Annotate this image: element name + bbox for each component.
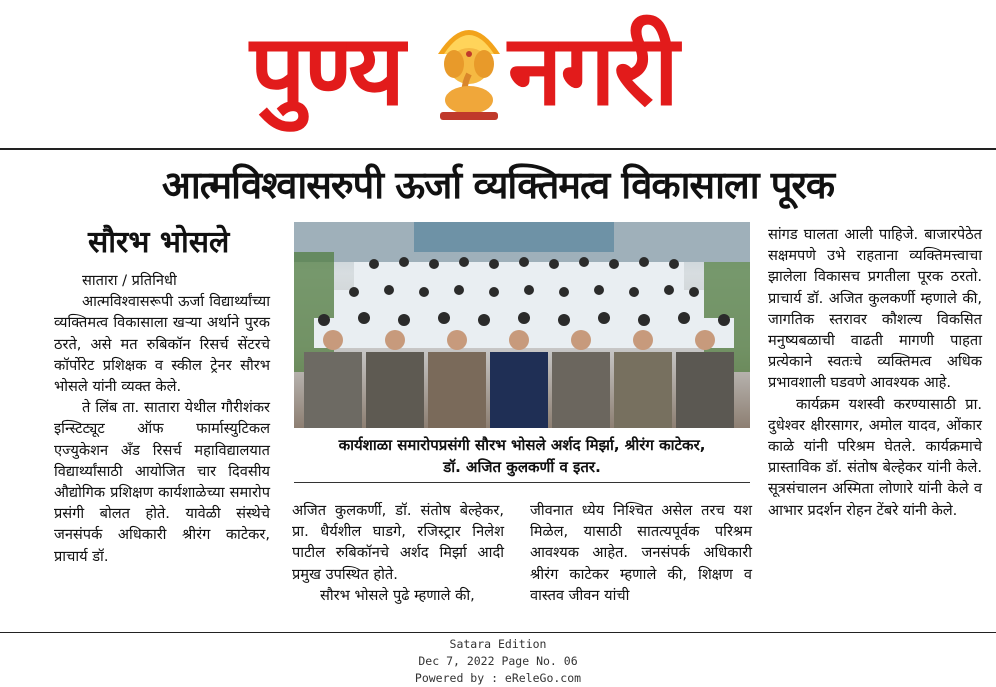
dateline: सातारा / प्रतिनिधी (82, 272, 177, 289)
ganesha-logo-icon (430, 14, 508, 124)
paragraph: ते लिंब ता. सातारा येथील गौरीशंकर इन्स्टिट्यूट ऑफ फार्मास्युटिकल एज्युकेशन अँड रिसर्च महाविद्यालयात विद्यार्थ्यांसाठी आयोजित चार दिवसीय औद्योगिक प्रशिक्षण कार्यशाळेच्या समारोप प्रसंगी बोलत होते. यावेळी संस्थेचे जनसंपर्क अधिकारी श्रीरंग काटेकर, प्राचार्य डॉ. (54, 399, 270, 565)
caption-divider (294, 482, 750, 483)
footer-powered-by: Powered by : eReleGo.com (414, 671, 582, 685)
paragraph: कार्यक्रम यशस्वी करण्यासाठी प्रा. दुधेश्वर क्षीरसागर, अमोल यादव, ओंकार काळे यांनी परिश्रम घेतले. कार्यक्रमाचे प्रास्ताविक डॉ. संतोष बेल्हेकर यांनी केले. सूत्रसंचालन अस्मिता लोणारे यांनी केले व आभार प्रदर्शन रोहन टेंबरे यांनी केले. (768, 395, 982, 519)
footer (0, 636, 996, 687)
column-2 (292, 500, 504, 606)
column-1 (54, 270, 270, 567)
footer-rule (0, 632, 996, 633)
paragraph: जीवनात ध्येय निश्चित असेल तरच यश मिळेल, यासाठी सातत्यपूर्वक परिश्रम आवश्यक आहेत. जनसंपर्क अधिकारी श्रीरंग काटेकर म्हणाले की, शिक्षण व वास्तव जीवन यांची (530, 502, 752, 604)
masthead (0, 0, 996, 148)
masthead-name-right: नगरी (508, 14, 678, 128)
group-photo (294, 222, 750, 428)
byline: सौरभ भोसले (88, 225, 230, 260)
paragraph: आत्मविश्वासरूपी ऊर्जा विद्यार्थ्यांच्या व्यक्तिमत्व विकासाला खऱ्या अर्थाने पुरक ठरते, असे मत रुबिकॉन रिसर्च सेंटरचे कॉर्पोरेट प्रशिक्षक व स्कील ट्रेनर सौरभ भोसले यांनी व्यक्त केले. (54, 293, 270, 396)
column-3 (530, 500, 752, 606)
group-photo-image (294, 222, 750, 428)
footer-date-page: Dec 7, 2022 Page No. 06 (418, 654, 578, 668)
caption-line-1: कार्यशाळा समारोपप्रसंगी सौरभ भोसले अर्शद मिर्झा, श्रीरंग काटेकर, (338, 436, 706, 454)
paragraph: सांगड घालता आली पाहिजे. बाजारपेठेत सक्षमपणे उभे राहताना व्यक्तिमत्त्वाचा झालेला विकासच प्रगतीला पूरक ठरतो. प्राचार्य डॉ. अजित कुलकर्णी म्हणाले की, जागतिक स्तरावर कौशल्य विकसित मनुष्यबळाची वाढती मागणी पाहता प्रत्येकाने स्वतःचे व्यक्तिमत्व अधिक प्रभावशाली घडवणे आवश्यक आहे. (768, 226, 982, 392)
column-4 (768, 224, 982, 521)
caption-line-2: डॉ. अजित कुलकर्णी व इतर. (443, 458, 601, 476)
photo-caption (294, 434, 750, 478)
paragraph: सौरभ भोसले पुढे म्हणाले की, (320, 586, 475, 604)
headline: आत्मविश्वासरुपी ऊर्जा व्यक्तिमत्व विकासाला पूरक (161, 163, 835, 207)
masthead-rule (0, 148, 996, 150)
masthead-name-left: पुण्य (250, 14, 404, 128)
paragraph: अजित कुलकर्णी, डॉ. संतोष बेल्हेकर, प्रा. धैर्यशील घाडगे, रजिस्ट्रार निलेश पाटील रुबिकॉनचे अर्शद मिर्झा आदी प्रमुख उपस्थित होते. (292, 502, 504, 583)
footer-edition: Satara Edition (449, 637, 547, 651)
